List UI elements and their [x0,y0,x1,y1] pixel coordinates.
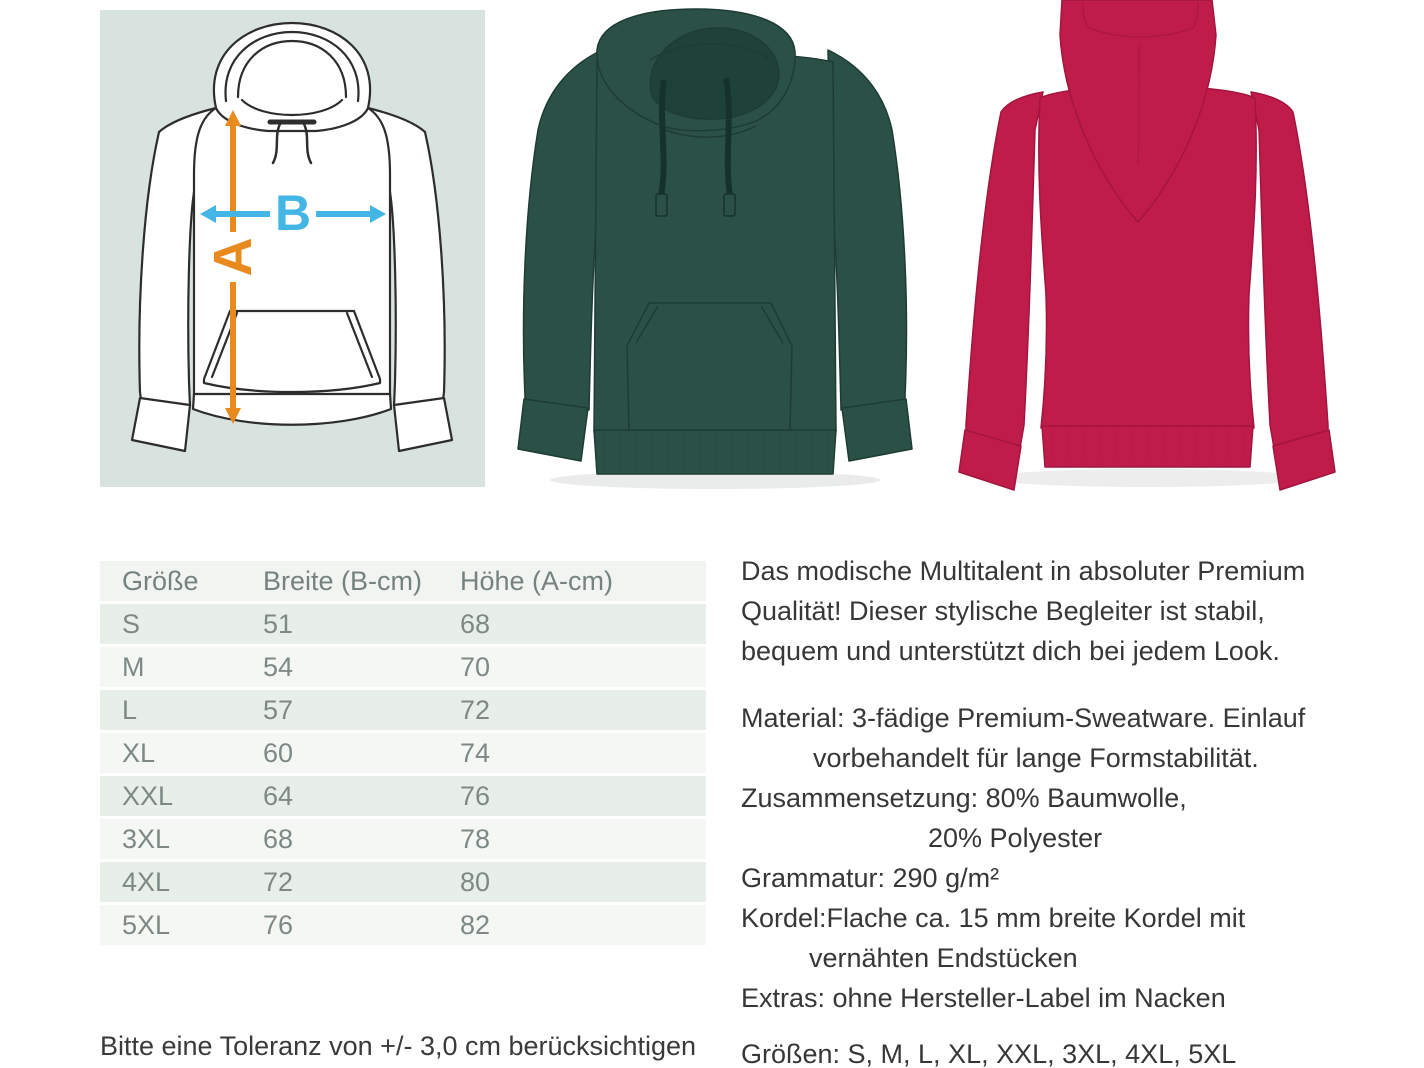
front-pocket [627,303,792,430]
description-sizes [741,1034,1424,1068]
description-specs [741,698,1424,1018]
breite-cell: 76 [263,909,294,940]
table-row [100,905,706,948]
breite-cell: 68 [263,823,294,854]
description-line: 20% Polyester [928,823,1103,853]
size-cell: 4XL [122,866,171,897]
breite-cell: 57 [263,694,294,725]
description-intro [741,551,1424,671]
description-line: Das modische Multitalent in absoluter Premium [741,556,1306,586]
hoodie-front-green [500,0,935,500]
description-line: Grammatur: 290 g/m² [741,863,1000,893]
front-garment [518,9,912,474]
size-cell: L [122,694,138,725]
description-line: Kordel:Flache ca. 15 mm breite Kordel mit [741,903,1246,933]
table-row [100,690,706,733]
description-line: vorbehandelt für lange Formstabilität. [813,743,1259,773]
description-line: vernähten Endstücken [809,943,1078,973]
table-row [100,604,706,647]
table-row [100,776,706,819]
size-cell: 3XL [122,823,171,854]
label-a: A [203,237,263,277]
breite-cell: 72 [263,866,294,897]
breite-cell: 64 [263,780,294,811]
size-cell: XXL [122,780,174,811]
hoehe-cell: 76 [460,780,491,811]
label-b: B [274,185,312,241]
description-line: Qualität! Dieser stylische Begleiter ist stabil, [741,596,1265,626]
description-line: Größen: S, M, L, XL, XXL, 3XL, 4XL, 5XL [741,1039,1237,1068]
product-description [741,551,1424,1068]
hoehe-cell: 78 [460,823,491,854]
size-diagram-panel [100,10,485,487]
description-line: Zusammensetzung: 80% Baumwolle, [741,783,1187,813]
column-header-hoehe: Höhe (A-cm) [460,565,614,596]
size-table-header [100,561,706,604]
size-table [100,561,706,948]
table-row [100,862,706,905]
breite-cell: 51 [263,608,294,639]
hoehe-cell: 80 [460,866,491,897]
size-cell: S [122,608,141,639]
hoehe-cell: 82 [460,909,491,940]
hoehe-cell: 72 [460,694,491,725]
description-line: Extras: ohne Hersteller-Label im Nacken [741,983,1226,1013]
size-cell: 5XL [122,909,171,940]
breite-cell: 54 [263,651,294,682]
description-line: bequem und unterstützt dich bei jedem Look. [741,636,1280,666]
table-row [100,733,706,776]
hoehe-cell: 70 [460,651,491,682]
breite-cell: 60 [263,737,294,768]
hoehe-cell: 74 [460,737,491,768]
size-cell: M [122,651,145,682]
hoodie-front-photo [500,0,935,500]
description-line: Material: 3-fädige Premium-Sweatware. Einlauf [741,703,1306,733]
column-header-groesse: Größe [122,565,199,596]
hoodie-back-photo [935,0,1360,495]
tolerance-note: Bitte eine Toleranz von +/- 3,0 cm berücksichtigen [100,1031,697,1061]
back-garment [959,0,1335,490]
size-cell: XL [122,737,156,768]
hoehe-cell: 68 [460,608,491,639]
hoodie-back-red [935,0,1360,495]
table-row [100,647,706,690]
column-header-breite: Breite (B-cm) [263,565,423,596]
hoodie-measurement-diagram [100,10,485,487]
table-row [100,819,706,862]
